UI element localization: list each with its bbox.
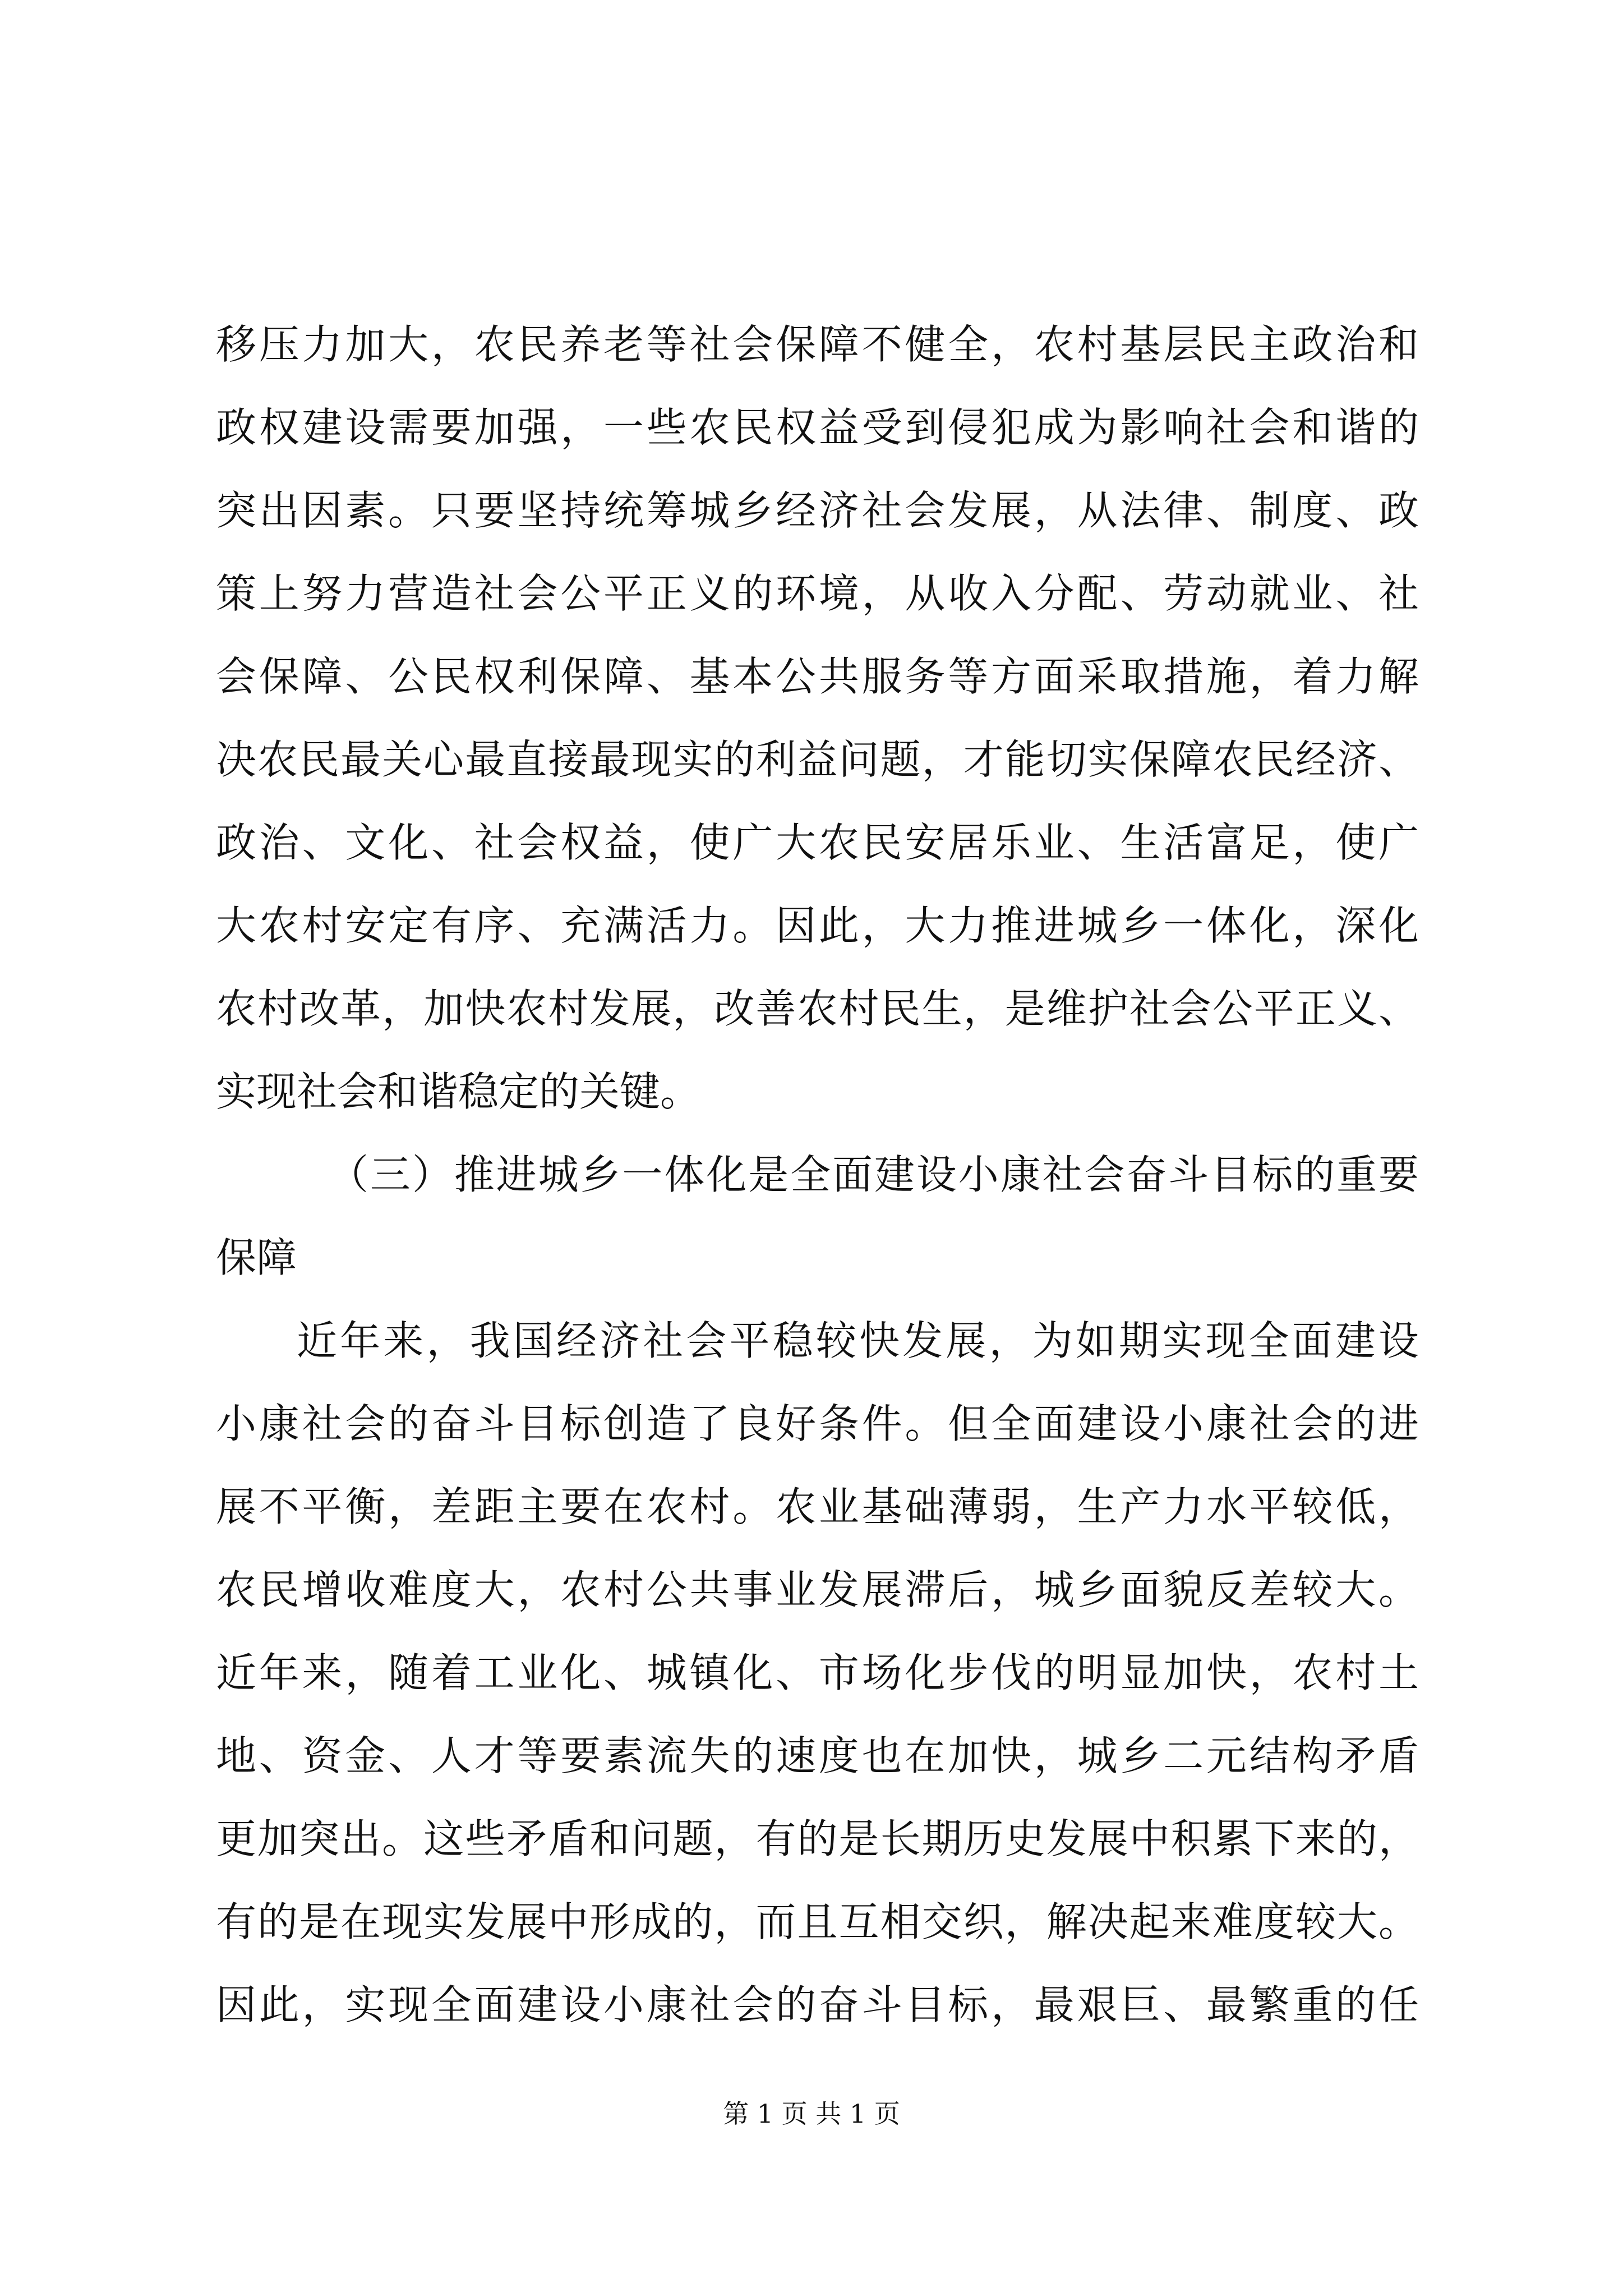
page-footer: 第 1 页 共 1 页 xyxy=(723,2099,900,2129)
text-line: 有的是在现实发展中形成的，而且互相交织，解决起来难度较大。 xyxy=(216,1898,1419,1945)
text-line: 突出因素。只要坚持统筹城乡经济社会发展，从法律、制度、政 xyxy=(216,487,1419,534)
text-line: 展不平衡，差距主要在农村。农业基础薄弱，生产力水平较低， xyxy=(216,1483,1419,1530)
text-line: 地、资金、人才等要素流失的速度也在加快，城乡二元结构矛盾 xyxy=(216,1732,1419,1779)
text-line: 大农村安定有序、充满活力。因此，大力推进城乡一体化，深化 xyxy=(216,902,1419,949)
text-line: 移压力加大，农民养老等社会保障不健全，农村基层民主政治和 xyxy=(216,321,1419,368)
body-text xyxy=(216,303,1419,2046)
text-line: 因此，实现全面建设小康社会的奋斗目标，最艰巨、最繁重的任 xyxy=(216,1981,1419,2028)
text-line: 实现社会和谐稳定的关键。 xyxy=(216,1068,701,1115)
text-line: 策上努力营造社会公平正义的环境，从收入分配、劳动就业、社 xyxy=(216,570,1419,617)
section-heading-line: 保障 xyxy=(216,1234,297,1281)
section-heading-line: （三）推进城乡一体化是全面建设小康社会奋斗目标的重要 xyxy=(328,1151,1419,1198)
text-line: 更加突出。这些矛盾和问题，有的是长期历史发展中积累下来的， xyxy=(216,1815,1419,1862)
text-line: 农村改革，加快农村发展，改善农村民生，是维护社会公平正义、 xyxy=(216,985,1419,1032)
text-line: 政治、文化、社会权益，使广大农民安居乐业、生活富足，使广 xyxy=(216,819,1419,866)
text-line: 政权建设需要加强，一些农民权益受到侵犯成为影响社会和谐的 xyxy=(216,404,1419,451)
text-line: 决农民最关心最直接最现实的利益问题，才能切实保障农民经济、 xyxy=(216,736,1419,783)
text-line: 小康社会的奋斗目标创造了良好条件。但全面建设小康社会的进 xyxy=(216,1400,1419,1447)
text-line: 近年来，随着工业化、城镇化、市场化步伐的明显加快，农村土 xyxy=(216,1649,1419,1696)
text-line: 近年来，我国经济社会平稳较快发展，为如期实现全面建设 xyxy=(297,1317,1419,1364)
text-line: 农民增收难度大，农村公共事业发展滞后，城乡面貌反差较大。 xyxy=(216,1566,1419,1613)
text-line: 会保障、公民权利保障、基本公共服务等方面采取措施，着力解 xyxy=(216,653,1419,700)
